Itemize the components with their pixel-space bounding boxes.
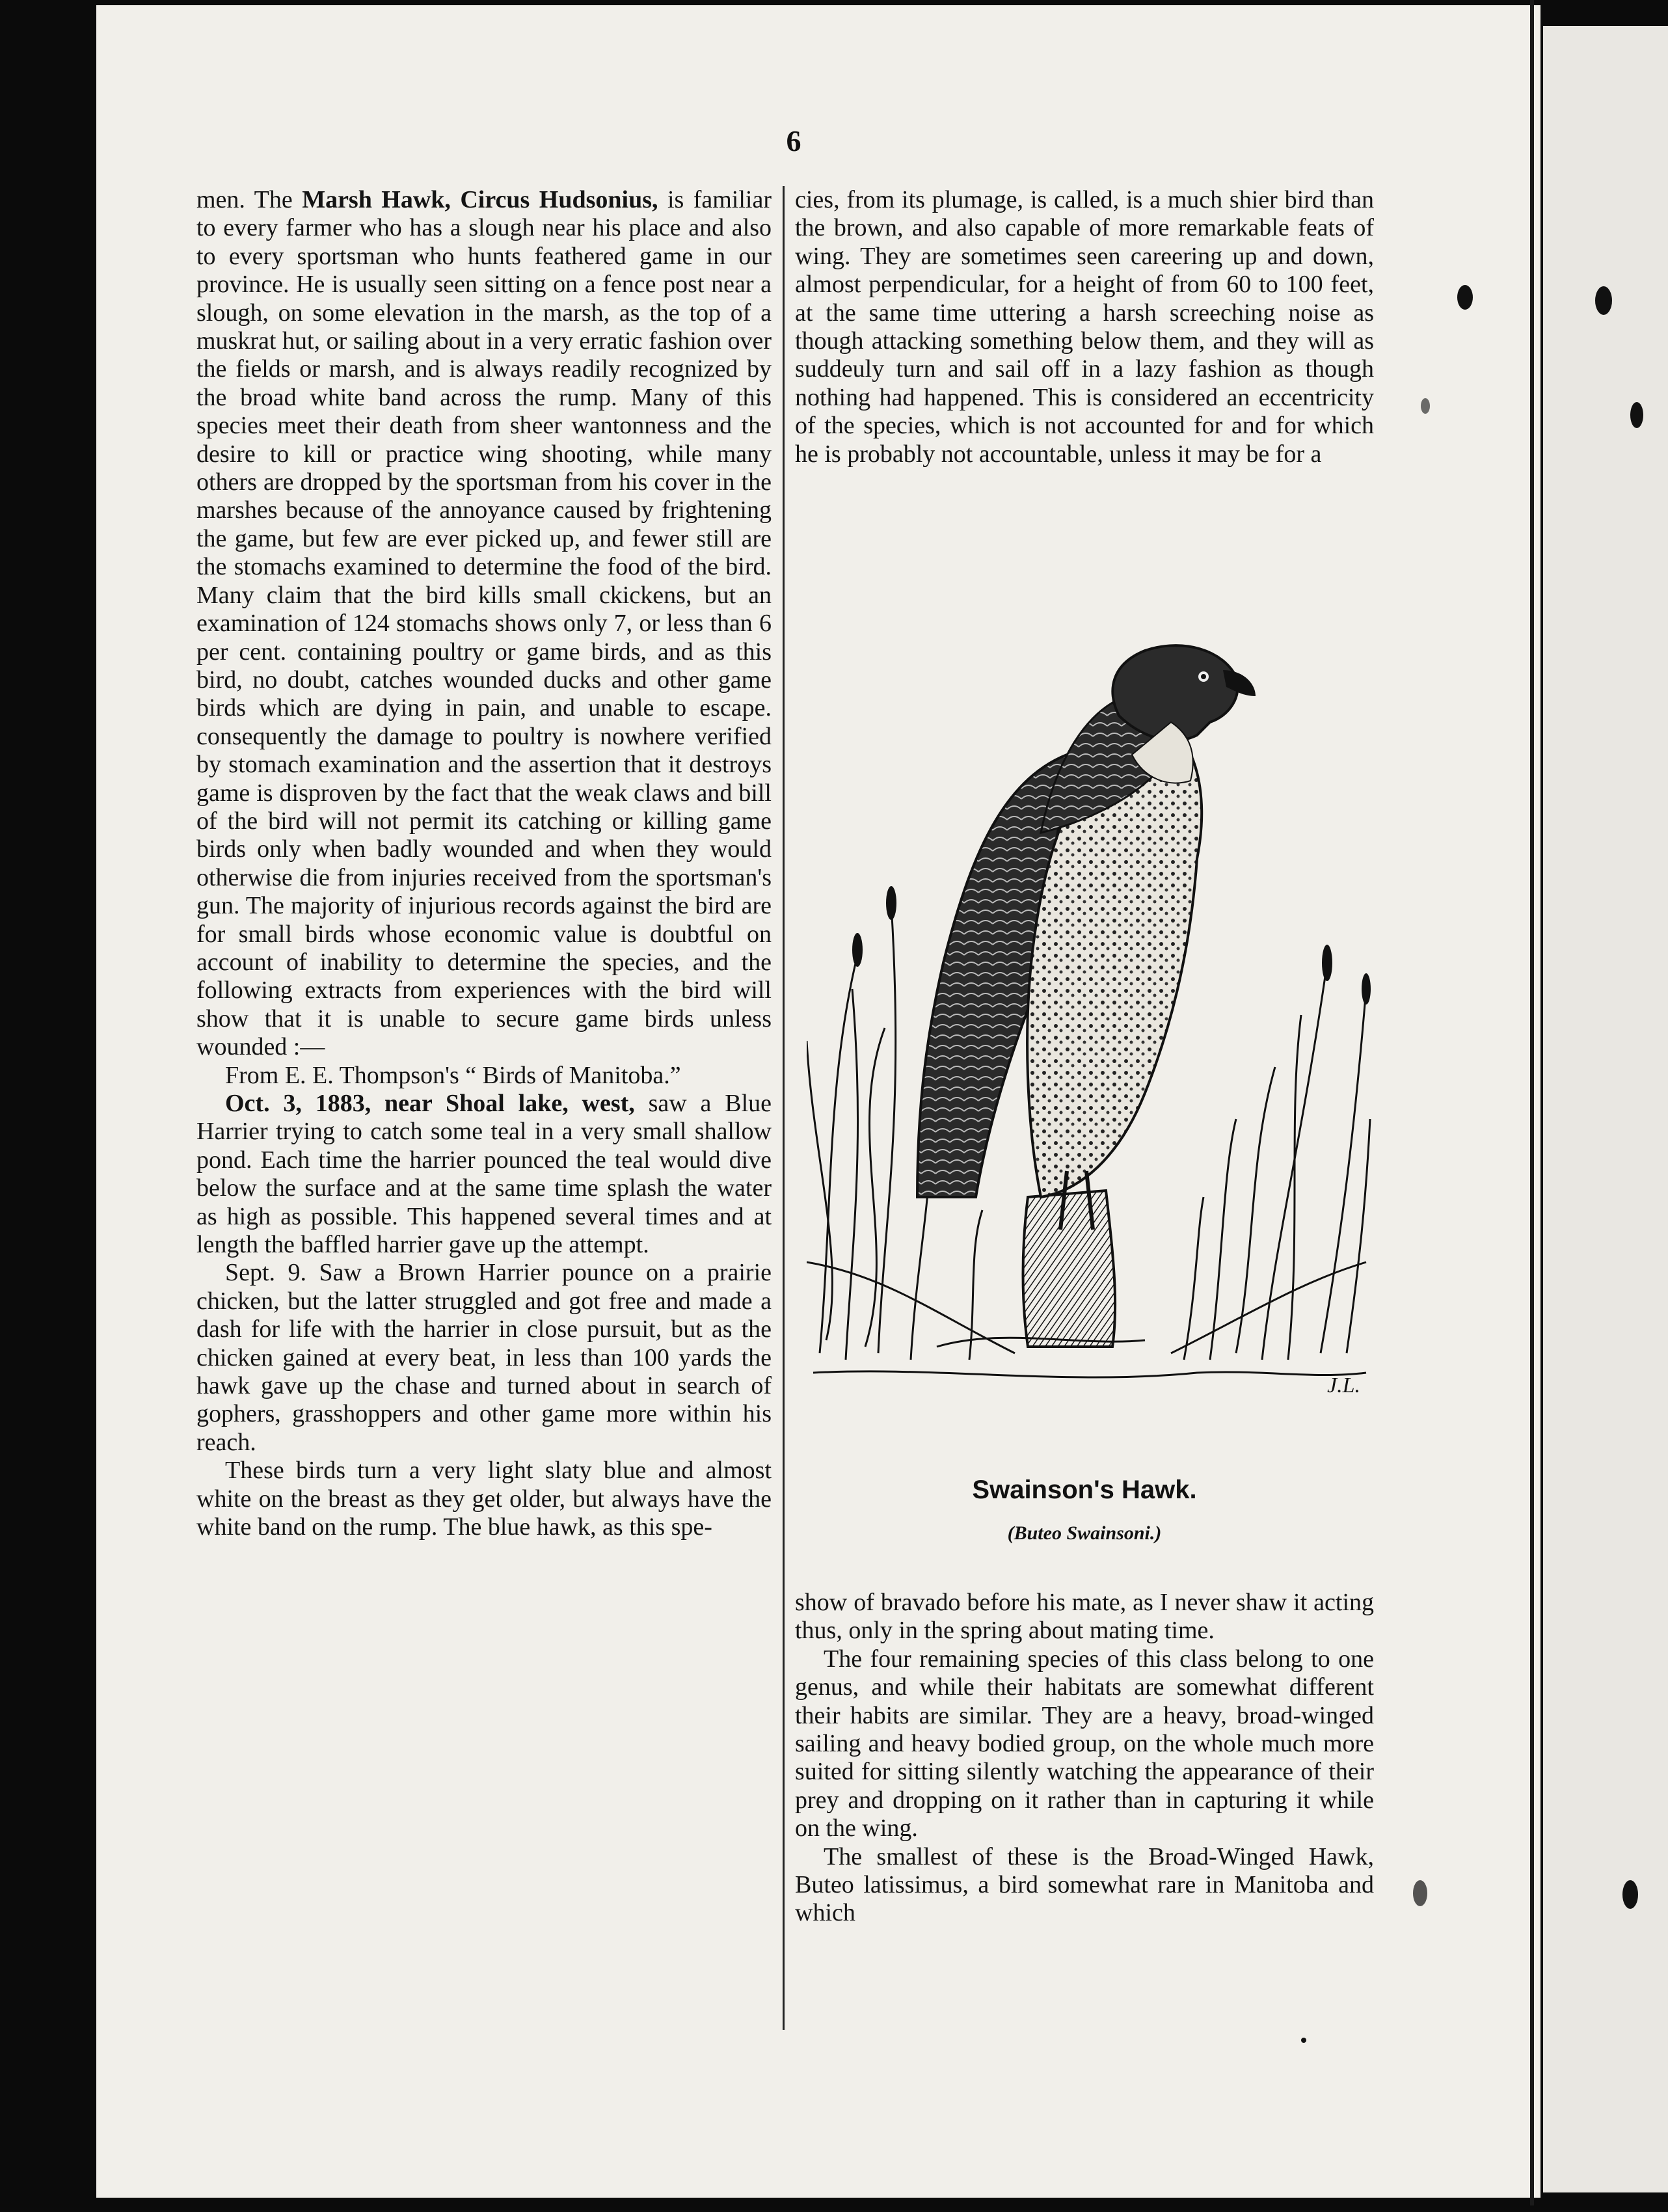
paragraph <box>795 1645 1374 1843</box>
text-run: cies, from its plumage, is called, is a much shier bird than the brown, and also capable of more remarkable feats of wing. They are sometimes seen careering up and down, almost perpendicular, for a height of from 60 to 100 feet, at the same time uttering a harsh screeching noise as though attacking something below them, and they will as suddeuly turn and sail off in a lazy fashion as though nothing had happened. This is considered an eccentricity of the species, which is not accounted for and for which he is probably not accountable, unless it may be for a <box>795 186 1374 468</box>
text-run: Sept. 9. Saw a Brown Harrier pounce on a prairie chicken, but the latter struggled and got free and made a dash for life with the harrier in close pursuit, but as the chicken gained at every beat, in less than 100 yards the hawk gave up the chase and turned about in search of gophers, grasshoppers and other game more within his reach. <box>196 1259 772 1456</box>
paragraph <box>795 1843 1374 1928</box>
paragraph <box>196 186 772 1062</box>
ink-blot <box>1301 2038 1306 2043</box>
right-column-bottom <box>795 1589 1374 1928</box>
text-run: men. The <box>196 186 303 213</box>
paragraph <box>795 1589 1374 1645</box>
paragraph <box>196 1090 772 1259</box>
ink-blot <box>1622 1880 1638 1909</box>
paragraph <box>196 1457 772 1541</box>
ink-blot <box>1595 286 1612 315</box>
ink-blot <box>1630 402 1643 428</box>
hawk <box>917 645 1256 1230</box>
paragraph <box>795 186 1374 468</box>
left-column <box>196 186 772 1542</box>
bold-text: Marsh Hawk, Circus Hudsonius, <box>302 186 658 213</box>
text-run: From E. E. Thompson's “ Birds of Manitoba.” <box>225 1061 681 1089</box>
figure-subcaption: (Buteo Swainsoni.) <box>1007 1522 1162 1544</box>
ink-blot <box>1457 285 1473 310</box>
ink-blot <box>1413 1880 1427 1906</box>
stump <box>1023 1191 1116 1347</box>
text-run: These birds turn a very light slaty blue and almost white on the breast as they get older, but always have the white band on the rump. The blue hawk, as this spe- <box>196 1457 772 1541</box>
text-run: The four remaining species of this class belong to one genus, and while their habitats are somewhat different their habits are similar. They are a heavy, broad-winged sailing and heavy bodied group, on the whole much more suited for sitting silently watching the appearance of their prey and dropping on it rather than in capturing it while on the wing. <box>795 1645 1374 1842</box>
adjacent-page-edge <box>1543 26 1668 2192</box>
ink-blot <box>1421 398 1430 414</box>
text-run: show of bravado before his mate, as I never shaw it acting thus, only in the spring about mating time. <box>795 1589 1374 1645</box>
artist-mark: J.L. <box>1327 1373 1360 1397</box>
text-run: is familiar to every farmer who has a slough near his place and also to every sportsman who hunts feathered game in our province. He is usually seen sitting on a fence post near a slough, on some elevation in the marsh, as the top of a muskrat hut, or sailing about in a very erratic fashion over the fields or marsh, and is always readily recognized by the broad white band across the rump. Many of this species meet their death from sheer wantonness and the desire to kill or practice wing shooting, while many others are dropped by the sportsman from his cover in the marshes because of the annoyance caused by frightening the game, but few are ever picked up, and fewer still are the stomachs examined to determine the food of the bird. Many claim that the bird kills small ckickens, but an examination of 124 stomachs shows only 7, or less than 6 per cent. containing poultry or game birds, and as this bird, no doubt, catches wounded ducks and other game birds which are dying in pain, and unable to escape. consequently the damage to poultry is nowhere verified by stomach examination and the assertion that it destroys game is disproven by the fact that the weak claws and bill of the bird will not permit its catching or killing game birds only when badly wounded and when they would otherwise die from injuries received from the sportsman's gun. The majority of injurious records against the bird are for small birds whose economic value is doubtful on account of inability to determine the species, and the following extracts from experiences with the bird will show that it is unable to secure game birds unless wounded :— <box>196 186 772 1061</box>
page-number: 6 <box>786 124 801 157</box>
right-column-top <box>795 186 1374 468</box>
bold-text: Oct. 3, 1883, near Shoal lake, west, <box>225 1090 635 1117</box>
page-gutter <box>1530 0 1534 2205</box>
swainsons-hawk-illustration <box>807 625 1373 1431</box>
paragraph <box>196 1259 772 1457</box>
text-run: The smallest of these is the Broad-Winged Hawk, Buteo latissimus, a bird somewhat rare in Manitoba and which <box>795 1842 1374 1927</box>
text-run: saw a Blue Harrier trying to catch some teal in a very small shallow pond. Each time the harrier pounced the teal would dive below the surface and at the same time splash the water as high as possible. This happened several times and at length the baffled harrier gave up the attempt. <box>196 1090 772 1259</box>
figure-caption: Swainson's Hawk. <box>972 1476 1197 1504</box>
column-rule <box>783 186 785 2030</box>
paragraph <box>196 1062 772 1090</box>
